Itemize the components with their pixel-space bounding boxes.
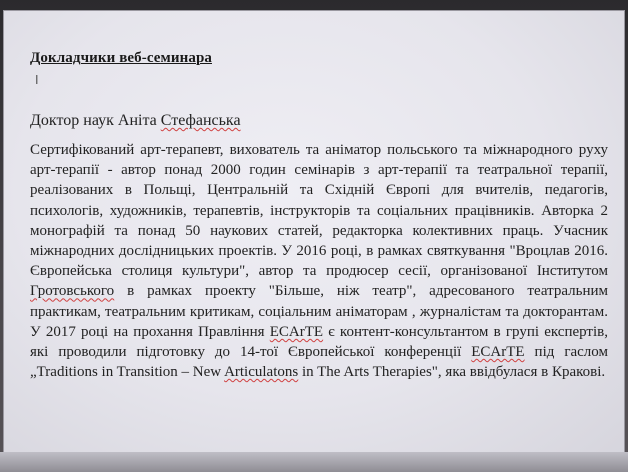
bio-part-3: є контент-консультантом в групі експертів, які проводили підготовку до 14-тої Європейської конференції [30, 323, 608, 361]
bio-part-2: в рамках проекту "Більше, ніж театр", адресованого театральним практикам, театральним критикам, соціальним аніматорам , журналістам та докторантам. У 2017 році на прохання Правління [30, 283, 608, 340]
speaker-prefix: Доктор наук Аніта [30, 112, 161, 129]
bio-part-4: під гаслом „Traditions in Transition – New [30, 344, 608, 381]
speaker-name [30, 112, 241, 130]
bio-grotowski: Гротовського [30, 283, 115, 300]
speaker-bio [30, 140, 608, 382]
document-title: Докладчики веб-семинара [30, 50, 212, 66]
bio-part-5: in The Arts Therapies", яка ввідбулася в Кракові. [298, 364, 606, 381]
speaker-surname: Стефанська [160, 112, 241, 129]
bio-articulatons: Articulatons [224, 364, 299, 381]
screen-bottom-edge [0, 452, 628, 472]
text-cursor-icon: I [35, 73, 39, 87]
bio-ecarte-2: ECArTE [471, 344, 525, 361]
bio-ecarte-1: ECArTE [269, 323, 324, 340]
bio-part-1: Сертифікований арт-терапевт, вихователь та аніматор польського та міжнародного руху арт-терапії - автор понад 2000 годин семінарів з арт-терапії та театральної терапії, реалізованих в Польщі, Центральній та Східній Європі для вчителів, педагогів, психологів, художників, терапевтів, інструкторів та соціальних працівників. Авторка 2 монографій та понад 50 наукових статей, редакторка колективних праць. Учасник міжнародних дослідницьких проектів. У 2016 році, в рамках святкування "Вроцлав 2016. Європейська столиця культури", автор та продюсер сесії, організованої Інститутом [30, 142, 608, 280]
